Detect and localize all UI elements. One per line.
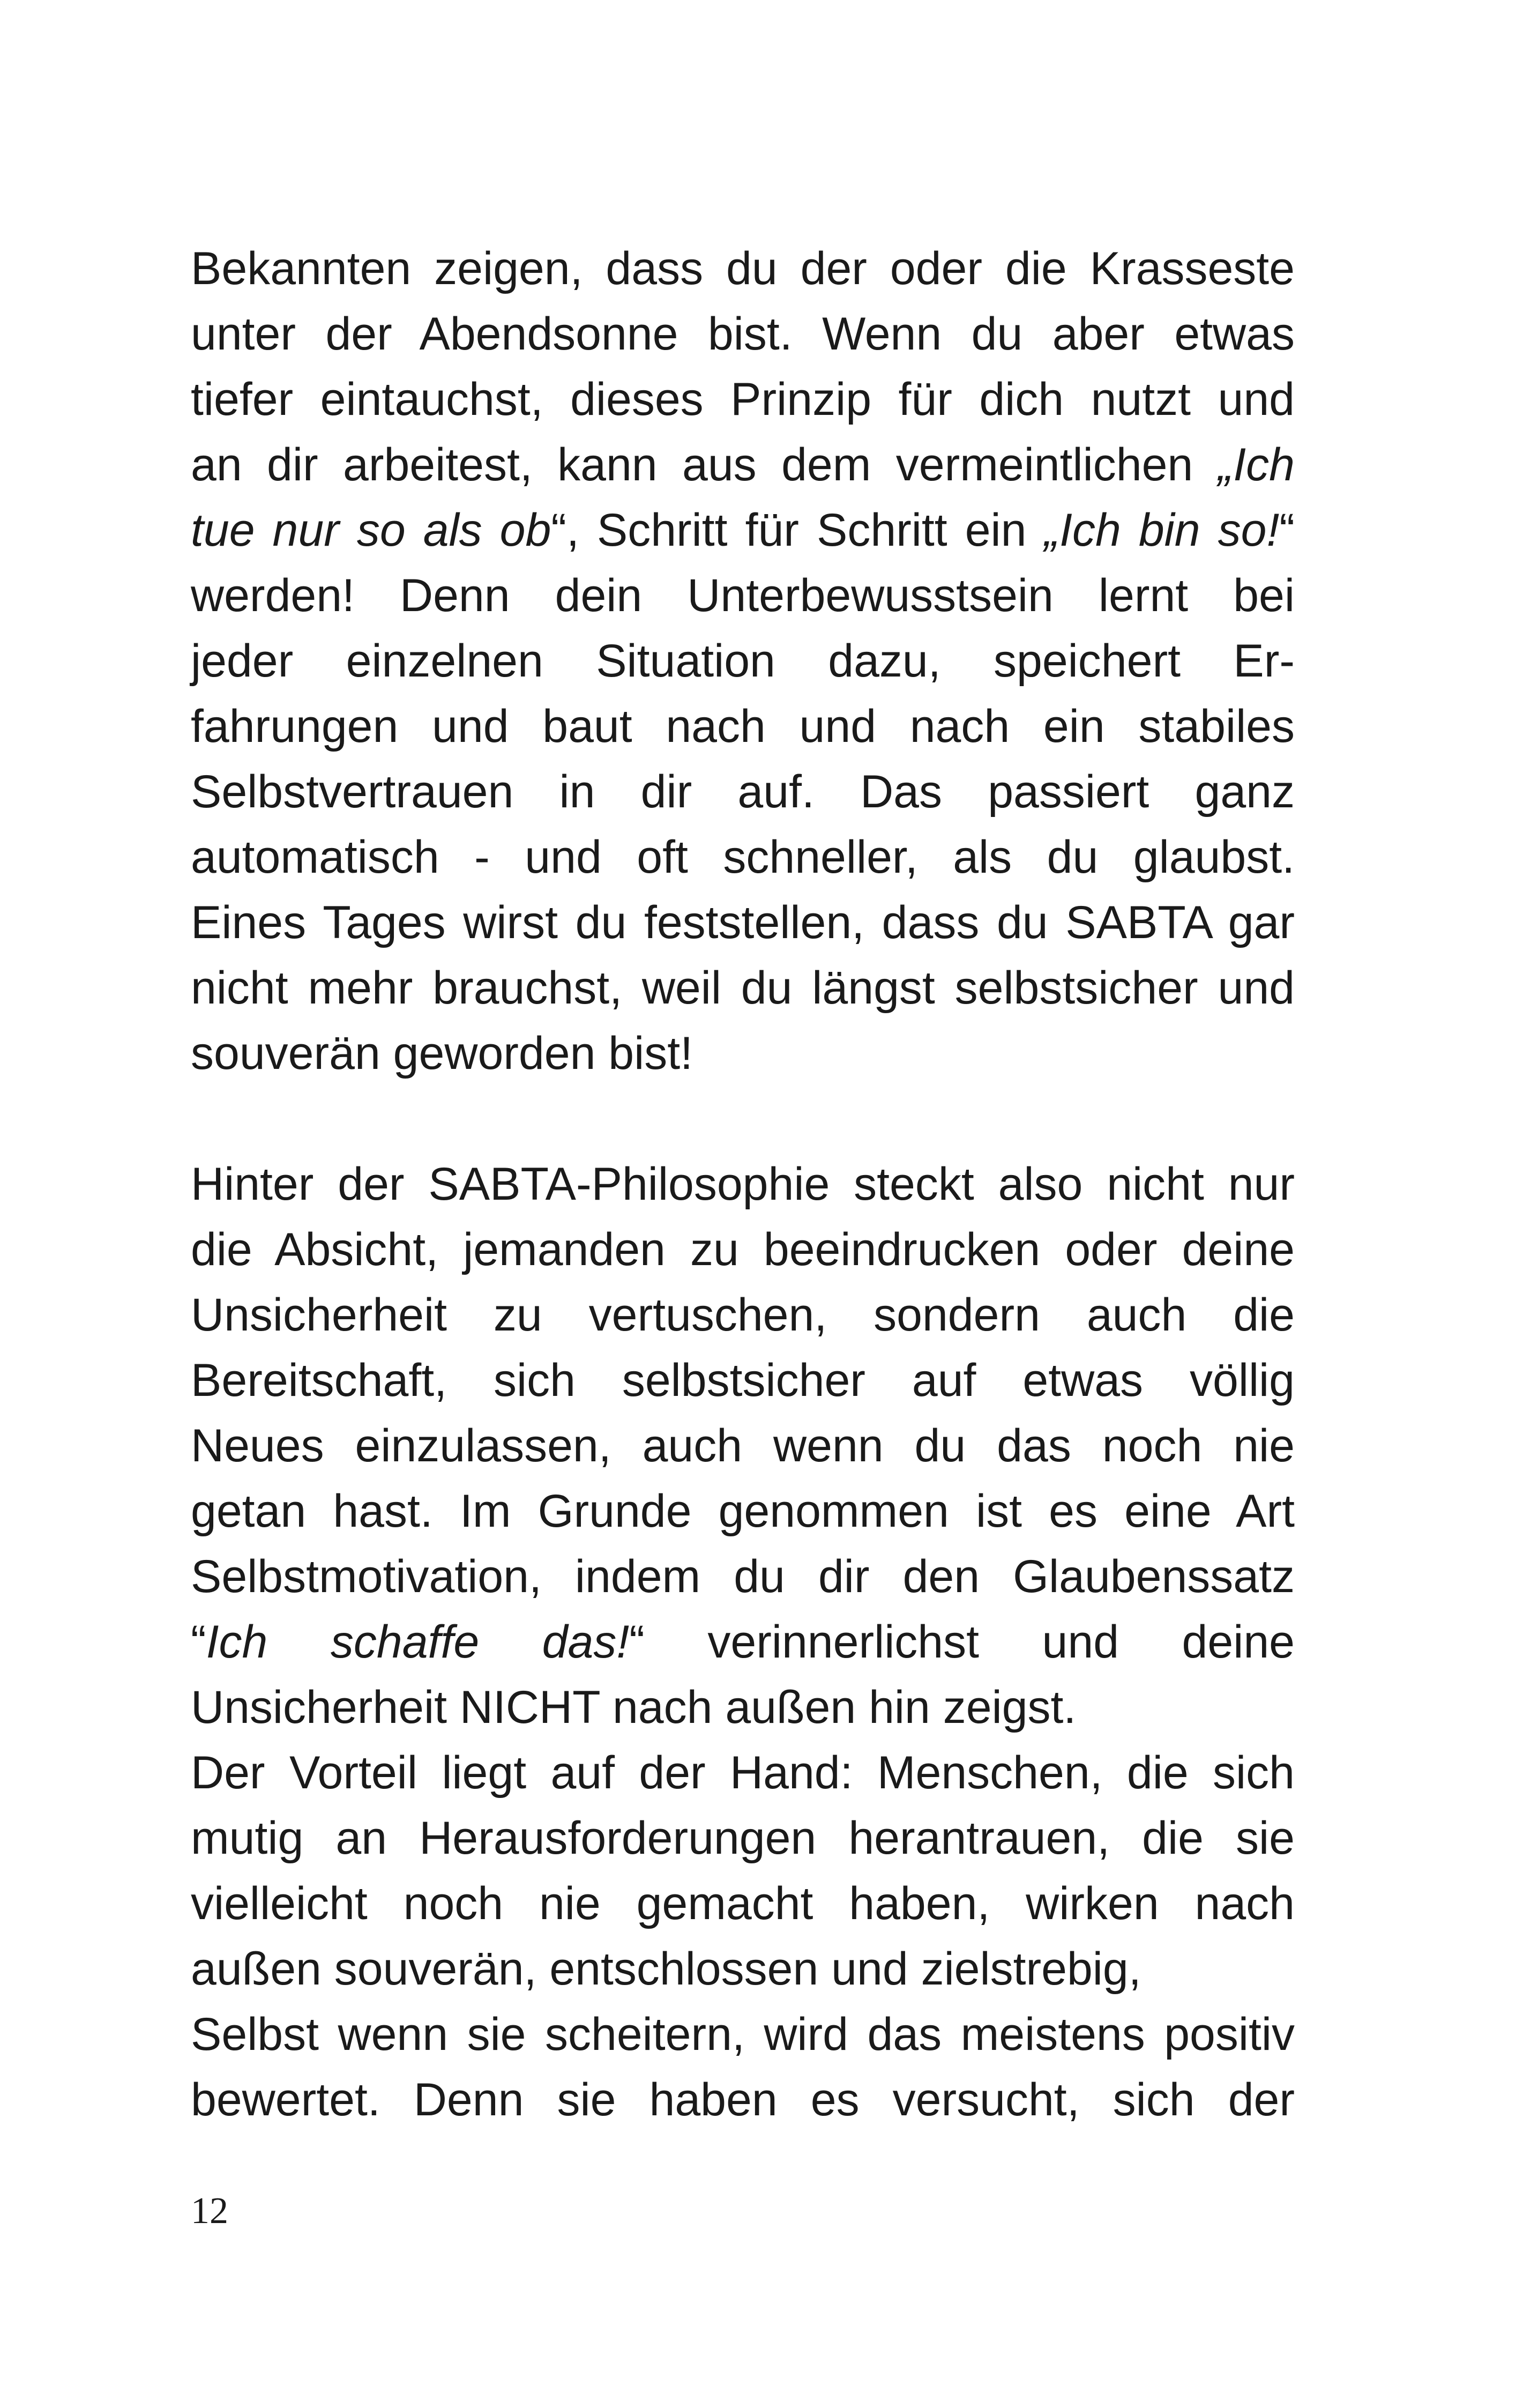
- text-line: fahrungen und baut nach und nach ein stabiles: [191, 701, 1295, 752]
- text-segment: “: [1279, 504, 1295, 556]
- paragraph-1: [191, 236, 1295, 1086]
- text-line: Bereitschaft, sich selbstsicher auf etwas völlig: [191, 1355, 1295, 1406]
- text-line: die Absicht, jemanden zu beeindrucken oder deine: [191, 1224, 1295, 1275]
- text-line: bewertet. Denn sie haben es versucht, sich der: [191, 2074, 1295, 2125]
- text-line: Selbstmotivation, indem du dir den Glaubenssatz: [191, 1551, 1295, 1602]
- text-line: Unsicherheit NICHT nach außen hin zeigst.: [191, 1682, 1077, 1733]
- text-line: souverän geworden bist!: [191, 1028, 693, 1079]
- text-line: werden! Denn dein Unterbewusstsein lernt bei: [191, 570, 1295, 621]
- text-segment: “ verinnerlichst und deine: [629, 1616, 1295, 1668]
- text-line: jeder einzelnen Situation dazu, speichert Er-: [191, 635, 1295, 687]
- text-line: Unsicherheit zu vertuschen, sondern auch die: [191, 1289, 1295, 1341]
- text-line: Der Vorteil liegt auf der Hand: Menschen, die sich: [191, 1747, 1295, 1798]
- text-line: [191, 497, 1295, 563]
- italic-quote: tue nur so als ob: [191, 504, 551, 556]
- text-line: mutig an Herausforderungen herantrauen, die sie: [191, 1812, 1295, 1864]
- text-line: Hinter der SABTA-Philosophie steckt also nicht nur: [191, 1158, 1295, 1210]
- text-line: Neues einzulassen, auch wenn du das noch nie: [191, 1420, 1295, 1471]
- text-line: Bekannten zeigen, dass du der oder die Krasseste: [191, 243, 1295, 294]
- text-line: Selbst wenn sie scheitern, wird das meistens positiv: [191, 2009, 1295, 2060]
- text-line: tiefer eintauchst, dieses Prinzip für dich nutzt und: [191, 374, 1295, 425]
- text-line: [191, 432, 1295, 497]
- text-line: vielleicht noch nie gemacht haben, wirken nach: [191, 1878, 1295, 1929]
- paragraph-2: [191, 1151, 1295, 2132]
- italic-quote: „Ich: [1218, 439, 1295, 490]
- italic-quote: „Ich bin so!: [1044, 504, 1280, 556]
- text-line: getan hast. Im Grunde genommen ist es eine Art: [191, 1485, 1295, 1537]
- italic-quote: Ich schaffe das!: [206, 1616, 630, 1668]
- text-line: nicht mehr brauchst, weil du längst selbstsicher und: [191, 962, 1295, 1014]
- text-line: Selbstvertrauen in dir auf. Das passiert ganz: [191, 766, 1295, 817]
- text-line: [191, 1609, 1295, 1675]
- text-line: außen souverän, entschlossen und zielstrebig,: [191, 1943, 1141, 1995]
- text-line: automatisch - und oft schneller, als du glaubst.: [191, 831, 1295, 883]
- text-segment: “: [191, 1616, 206, 1668]
- page-number: 12: [191, 2190, 228, 2232]
- text-segment: an dir arbeitest, kann aus dem vermeintlichen: [191, 439, 1218, 490]
- text-segment: “, Schritt für Schritt ein: [551, 504, 1044, 556]
- text-line: unter der Abendsonne bist. Wenn du aber etwas: [191, 308, 1295, 360]
- text-line: Eines Tages wirst du feststellen, dass du SABTA gar: [191, 897, 1295, 948]
